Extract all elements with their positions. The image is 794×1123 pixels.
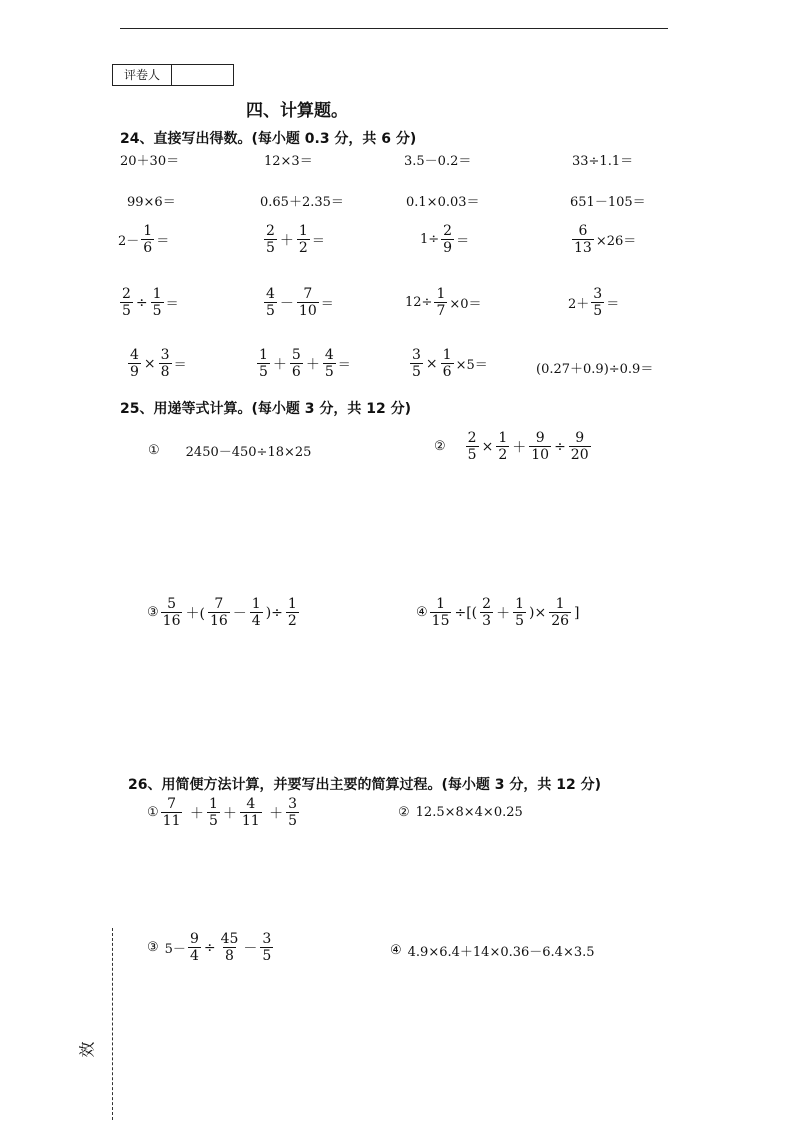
q25-item-4: ④ $\frac{1}{15}$ ÷[( $\frac{2}{3}$ ＋ $\frac{1}{5}$ )× $\frac{1}{26}$ ]: [416, 596, 580, 629]
q24-item: $\frac{1}{5}$ ＋ $\frac{5}{6}$ ＋ $\frac{4}{5}$ ＝: [259, 347, 351, 380]
grader-label: 评卷人: [113, 65, 172, 85]
q24-item: 99×6＝: [127, 195, 176, 210]
item-number: ④: [416, 605, 428, 620]
q26-title: 26、用简便方法计算，并要写出主要的简算过程。(每小题 3 分，共 12 分): [128, 777, 601, 793]
q24-item: $\frac{3}{5}$ × $\frac{1}{6}$ ×5＝: [412, 347, 488, 380]
q24-item: 12÷ $\frac{1}{7}$ ×0＝: [405, 286, 482, 319]
q24-item: 0.1×0.03＝: [406, 195, 480, 210]
expression: 4.9×6.4＋14×0.36－6.4×3.5: [407, 945, 595, 960]
q26-item-3: ③ 5－ $\frac{9}{4}$ ÷ $\frac{45}{8}$ － $\frac{3}{5}$: [147, 931, 272, 964]
q24-item: $\frac{4}{5}$ － $\frac{7}{10}$ ＝: [266, 286, 334, 319]
q24-item: 3.5－0.2＝: [404, 154, 472, 169]
q24-item: 33÷1.1＝: [572, 154, 634, 169]
item-number: ①: [148, 443, 160, 458]
q24-item: 2＋ $\frac{3}{5}$ ＝: [568, 286, 620, 319]
q25-item-2: ② $\frac{2}{5}$ × $\frac{1}{2}$ ＋ $\frac{9}{10}$ ÷ $\frac{9}{20}$: [434, 430, 589, 463]
q24-title: 24、直接写出得数。(每小题 0.3 分，共 6 分): [120, 131, 417, 147]
q26-item-1: ① $\frac{7}{11}$ ＋ $\frac{1}{5}$ ＋ $\frac{4}{11}$ ＋ $\frac{3}{5}$: [147, 796, 298, 829]
q24-item: $\frac{2}{5}$ ÷ $\frac{1}{5}$ ＝: [122, 286, 179, 319]
q24-item: 2－ $\frac{1}{6}$ ＝: [118, 223, 170, 256]
q24-item: $\frac{6}{13}$ ×26＝: [574, 223, 637, 256]
binding-dashed-line: [112, 928, 113, 1120]
grader-blank: [172, 65, 233, 85]
expression: 2450－450÷18×25: [185, 445, 312, 460]
q25-item-1: [148, 441, 311, 460]
q24-item: 1÷ $\frac{2}{9}$ ＝: [420, 223, 470, 256]
grader-box: [112, 64, 234, 86]
item-number: ①: [147, 805, 159, 820]
q24-item: 651－105＝: [570, 195, 646, 210]
q26-item-2: [398, 805, 523, 820]
header-rule: [120, 28, 668, 29]
item-number: ②: [398, 805, 410, 820]
q24-item: 0.65＋2.35＝: [260, 195, 344, 210]
expression: 12.5×8×4×0.25: [415, 805, 523, 820]
q24-item: (0.27＋0.9)÷0.9＝: [536, 362, 654, 377]
item-number: ③: [147, 605, 159, 620]
side-character: 效: [77, 1041, 97, 1058]
q24-item: $\frac{2}{5}$ ＋ $\frac{1}{2}$ ＝: [266, 223, 325, 256]
q25-title: 25、用递等式计算。(每小题 3 分，共 12 分): [120, 401, 411, 417]
q24-item: $\frac{4}{9}$ × $\frac{3}{8}$ ＝: [130, 347, 187, 380]
section-title: 四、计算题。: [246, 101, 348, 121]
item-number: ③: [147, 940, 159, 955]
q26-item-4: [390, 941, 595, 960]
q24-item: 20＋30＝: [120, 154, 180, 169]
q24-item: 12×3＝: [264, 154, 313, 169]
item-number: ④: [390, 943, 402, 958]
q25-item-3: ③ $\frac{5}{16}$ ＋( $\frac{7}{16}$ － $\frac{1}{4}$ )÷ $\frac{1}{2}$: [147, 596, 297, 629]
item-number: ②: [434, 439, 446, 454]
